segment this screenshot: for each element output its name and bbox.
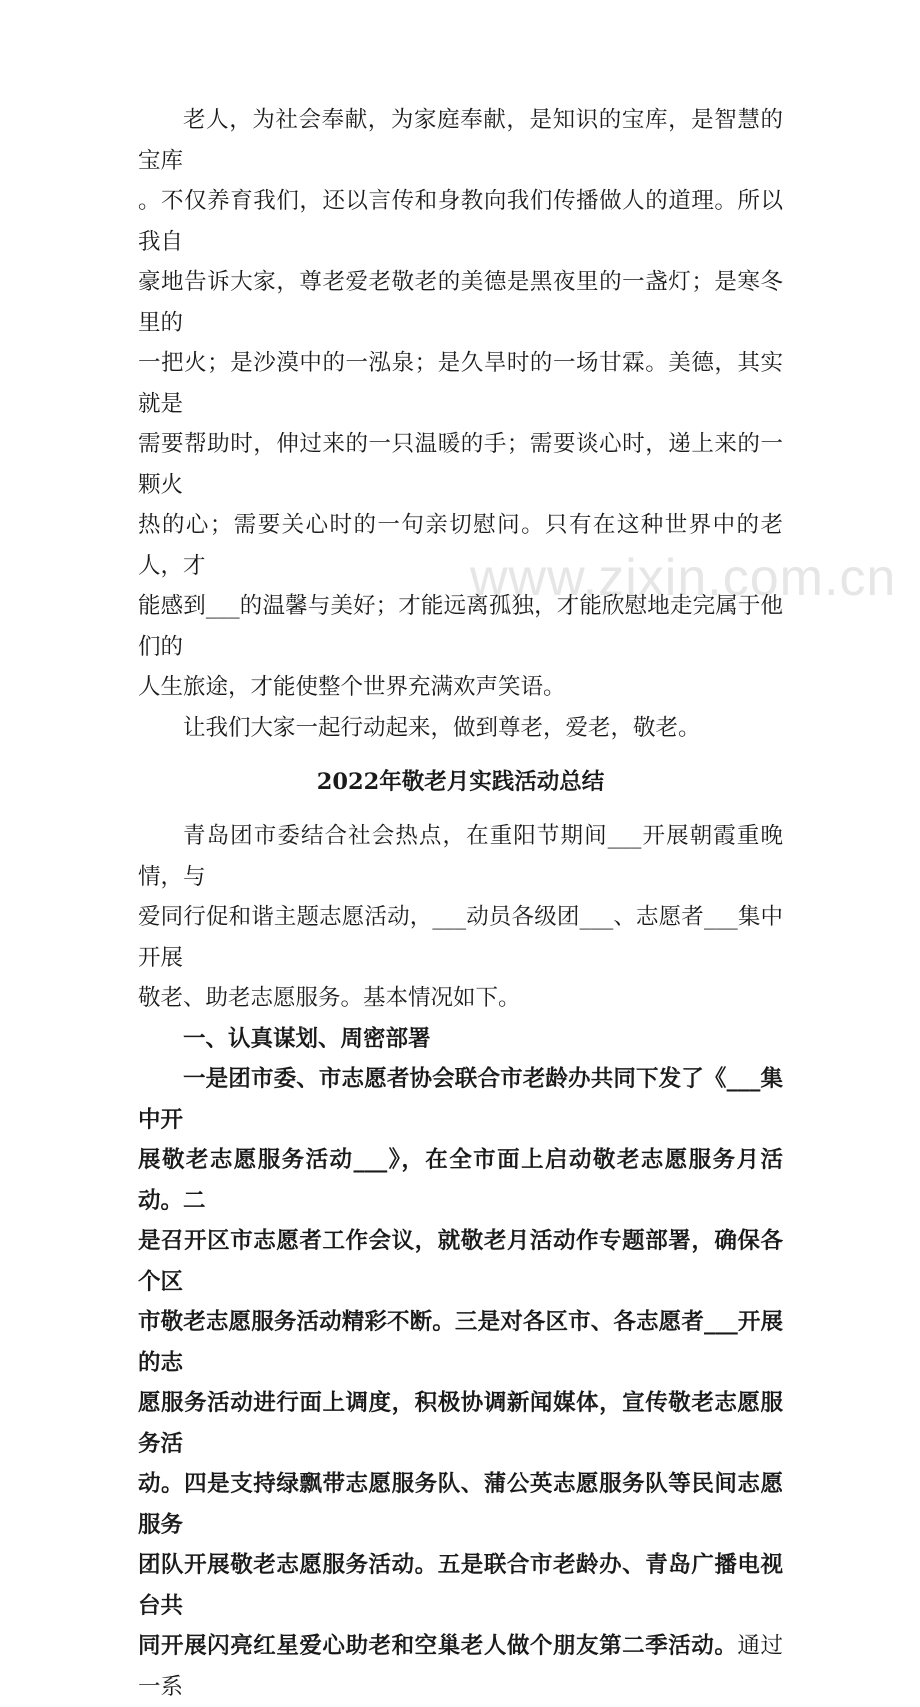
text-line: 爱同行促和谐主题志愿活动，___动员各级团___、志愿者___集中开展 — [138, 904, 783, 971]
paragraph-deployment — [138, 1059, 783, 1707]
subheading-planning: 一、认真谋划、周密部署 — [183, 1025, 431, 1052]
text-line-bold-part: 同开展闪亮红星爱心助老和空巢老人做个朋友第二季活动。 — [138, 1633, 738, 1659]
text-line: 。不仅养育我们，还以言传和身教向我们传播做人的道理。所以我自 — [138, 188, 783, 255]
text-line: 豪地告诉大家，尊老爱老敬老的美德是黑夜里的一盏灯；是寒冬里的 — [138, 269, 783, 336]
text-line: 人生旅途，才能使整个世界充满欢声笑语。 — [138, 674, 566, 700]
paragraph-respect-elders — [138, 100, 783, 708]
text-line — [138, 1626, 783, 1707]
document-content — [138, 100, 783, 1707]
text-line: 市敬老志愿服务活动精彩不断。三是对各区市、各志愿者___开展的志 — [138, 1309, 783, 1376]
text-line: 一把火；是沙漠中的一泓泉；是久旱时的一场甘霖。美德，其实就是 — [138, 350, 783, 417]
text-line: 能感到___的温馨与美好；才能远离孤独，才能欣慰地走完属于他们的 — [138, 593, 783, 660]
text-line: 需要帮助时，伸过来的一只温暖的手；需要谈心时，递上来的一颗火 — [138, 431, 783, 498]
text-line: 团队开展敬老志愿服务活动。五是联合市老龄办、青岛广播电视台共 — [138, 1552, 783, 1619]
text-line-normal-part: 通过一系 — [138, 1633, 783, 1700]
text-line: 展敬老志愿服务活动___》，在全市面上启动敬老志愿服务月活动。二 — [138, 1147, 783, 1214]
text-line: 老人，为社会奉献，为家庭奉献，是知识的宝库，是智慧的宝库 — [138, 107, 783, 174]
text-line: 热的心；需要关心时的一句亲切慰问。只有在这种世界中的老人，才 — [138, 512, 783, 579]
text-line: 一是团市委、市志愿者协会联合市老龄办共同下发了《___集中开 — [138, 1066, 783, 1133]
text-line: 青岛团市委结合社会热点，在重阳节期间___开展朝霞重晚情，与 — [138, 823, 783, 890]
paragraph-call-to-action: 让我们大家一起行动起来，做到尊老，爱老，敬老。 — [183, 714, 701, 741]
paragraph-intro — [138, 816, 783, 1019]
text-line: 愿服务活动进行面上调度，积极协调新闻媒体，宣传敬老志愿服务活 — [138, 1390, 783, 1457]
watermark: www.zixin.com.cn — [470, 549, 897, 607]
text-line: 是召开区市志愿者工作会议，就敬老月活动作专题部署，确保各个区 — [138, 1228, 783, 1295]
section-title: 2022年敬老月实践活动总结 — [316, 769, 605, 795]
text-line: 动。四是支持绿飘带志愿服务队、蒲公英志愿服务队等民间志愿服务 — [138, 1471, 783, 1538]
text-line: 敬老、助老志愿服务。基本情况如下。 — [138, 985, 521, 1011]
